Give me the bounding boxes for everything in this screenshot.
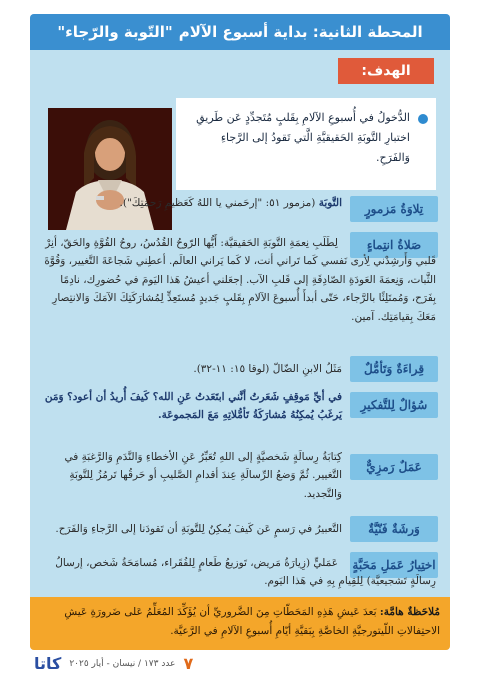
section-art xyxy=(30,514,450,546)
note-text: بَعدَ عَيشِ هَذِهِ المَحَطّاتِ مِنَ الضَّروريِّ أن يُؤَكِّدَ المُعَلِّمُ عَلى ضَرورَةِ عَيشِ الاحتِفالاتِ اللّيتورجيَّةِ الخاصَّةِ بِبَقيَّةِ أيّامِ أُسبوعِ الآلامِ في الرَّعيَّة. xyxy=(64,606,440,637)
section-head-question: سُؤالٌ لِلتَّفكيرِ xyxy=(350,392,438,418)
page-title xyxy=(30,14,450,50)
section-body-charity: عَمَليٍّ (زِيارَةُ مَريض، تَوزيعُ طَعامٍ لِلفُقَراء، مُسامَحَةُ شَخص، إرسالُ رِسالَةٍ تَشجيعيَّة) لِلقِيامِ بِهِ في هَذا اليَوم. xyxy=(55,557,436,588)
psalm-text: (مزمور ٥١: "إرحَمني يا اللهُ كَعَظيمِ رَحمَتِكَ"). xyxy=(119,197,319,209)
section-head-reading: قِراءَةٌ وَتَأمُّلٌ xyxy=(350,356,438,382)
section-body-symbolic: كِتابَةُ رِسالَةٍ شَخصيَّةٍ إلى اللهِ تُعَبِّرُ عَنِ الأخطاءِ وَالنَّدَمِ وَالرَّغبَةِ في التَّغيير. ثُمَّ وَضعُ الرِّسالَةِ عِندَ أقدامِ الصَّليبِ أو حَرقُها تَرمُزُ لِلتَّوبَةِ وَالتَّجديد. xyxy=(64,451,342,500)
section-head-prayer: صَلاةُ انتِماءٍ xyxy=(350,232,438,258)
goal-box xyxy=(176,98,436,190)
section-charity xyxy=(30,550,450,596)
section-body-psalm xyxy=(44,194,342,212)
goal-label: الهدف: xyxy=(338,58,434,84)
title-part-2: "التّوبة والرّجاء" xyxy=(57,23,173,41)
bullet-icon xyxy=(418,114,428,124)
section-head-symbolic: عَمَلٌ رَمزِيٌّ xyxy=(350,454,438,480)
section-symbolic xyxy=(30,446,450,512)
important-note xyxy=(30,597,450,650)
footer xyxy=(34,654,193,673)
section-body-reading: مَثَلُ الابنِ الضّالّ (لوقا ١٥: ١١-٣٢). xyxy=(193,363,342,375)
section-prayer xyxy=(30,232,450,354)
section-body-art: التَّعبيرُ في رَسمٍ عَن كَيفَ يُمكِنُ لِلتَّوبَةِ أن تَقودَنا إلى الرَّجاءِ وَالفَرَح. xyxy=(55,523,342,535)
title-part-1: المحطة الثانية: بداية أسبوع الآلام xyxy=(178,23,423,41)
section-body-question: في أيِّ مَوقِفٍ شَعَرتُ أنَّني ابتَعَدتُ عَنِ الله؟ كَيفَ أُريدُ أن أعود؟ وَمَن يَرغَبُ يُمكِنُهُ مُشارَكَةُ تَأمُّلاتِهِ مَعَ المَجموعَة. xyxy=(44,391,342,422)
section-head-art: وَرشَةٌ فَنّيَّةٌ xyxy=(350,516,438,542)
page-frame xyxy=(30,14,450,650)
note-label: مُلاحَظةٌ هامَّة: xyxy=(379,606,440,618)
section-head-psalm: تِلاوَةُ مَزمورٍ xyxy=(350,196,438,222)
page-number: ٧ xyxy=(183,654,194,673)
goal-text: الدُّخولُ في أُسبوعِ الآلامِ بِقَلبٍ مُتَجدِّدٍ عَن طَريقِ اختبارِ التَّوبَةِ الحَقيقيَّةِ الَّتي تَقودُ إلى الرَّجاءِ وَالفَرَحِ. xyxy=(196,111,410,164)
section-psalm xyxy=(30,190,450,236)
section-head-charity: اختِيارُ عَمَلِ مَحَبَّةٍ xyxy=(350,552,438,578)
magazine-logo: كاتا xyxy=(34,654,62,673)
section-question xyxy=(30,386,450,442)
psalm-lead: التَّوبَة xyxy=(318,197,342,209)
section-body-prayer: لِطَلَبِ نِعمَةِ التَّوبَةِ الحَقيقيَّة: أَيُّها الرّوحُ القُدُسُ، روحُ القُوَّةِ والحَقّ، أنِرْ قَلبي وَأَرشِدْني لِأرى نَفسي كَما تَراني أنت، لا كَما يَراني العالَم. أعطِني شَجاعَةَ التَّغيير، وَقُوَّةَ الثَّبات، وَنِعمَةَ العَودَةِ الصّادِقَةِ إلى قَلبِ الآب. إجعَلني أعيشُ هَذا اليَومَ في حُضورِك، نادِمًا بِفَرَح، وَمُمتَلِئًا بالرَّجاء، حَتّى أبدأَ أُسبوعَ الآلامِ بِقَلبٍ جَديدٍ مُستَعِدٍّ لِمُشارَكَتِكَ الآمَكَ وَالانتِصارِ مَعَكَ بِقيامَتِك. آمين. xyxy=(44,237,436,323)
issue-info: عدد ١٧٣ / نيسان - أيار ٢٠٢٥ xyxy=(69,658,176,669)
section-reading xyxy=(30,354,450,386)
